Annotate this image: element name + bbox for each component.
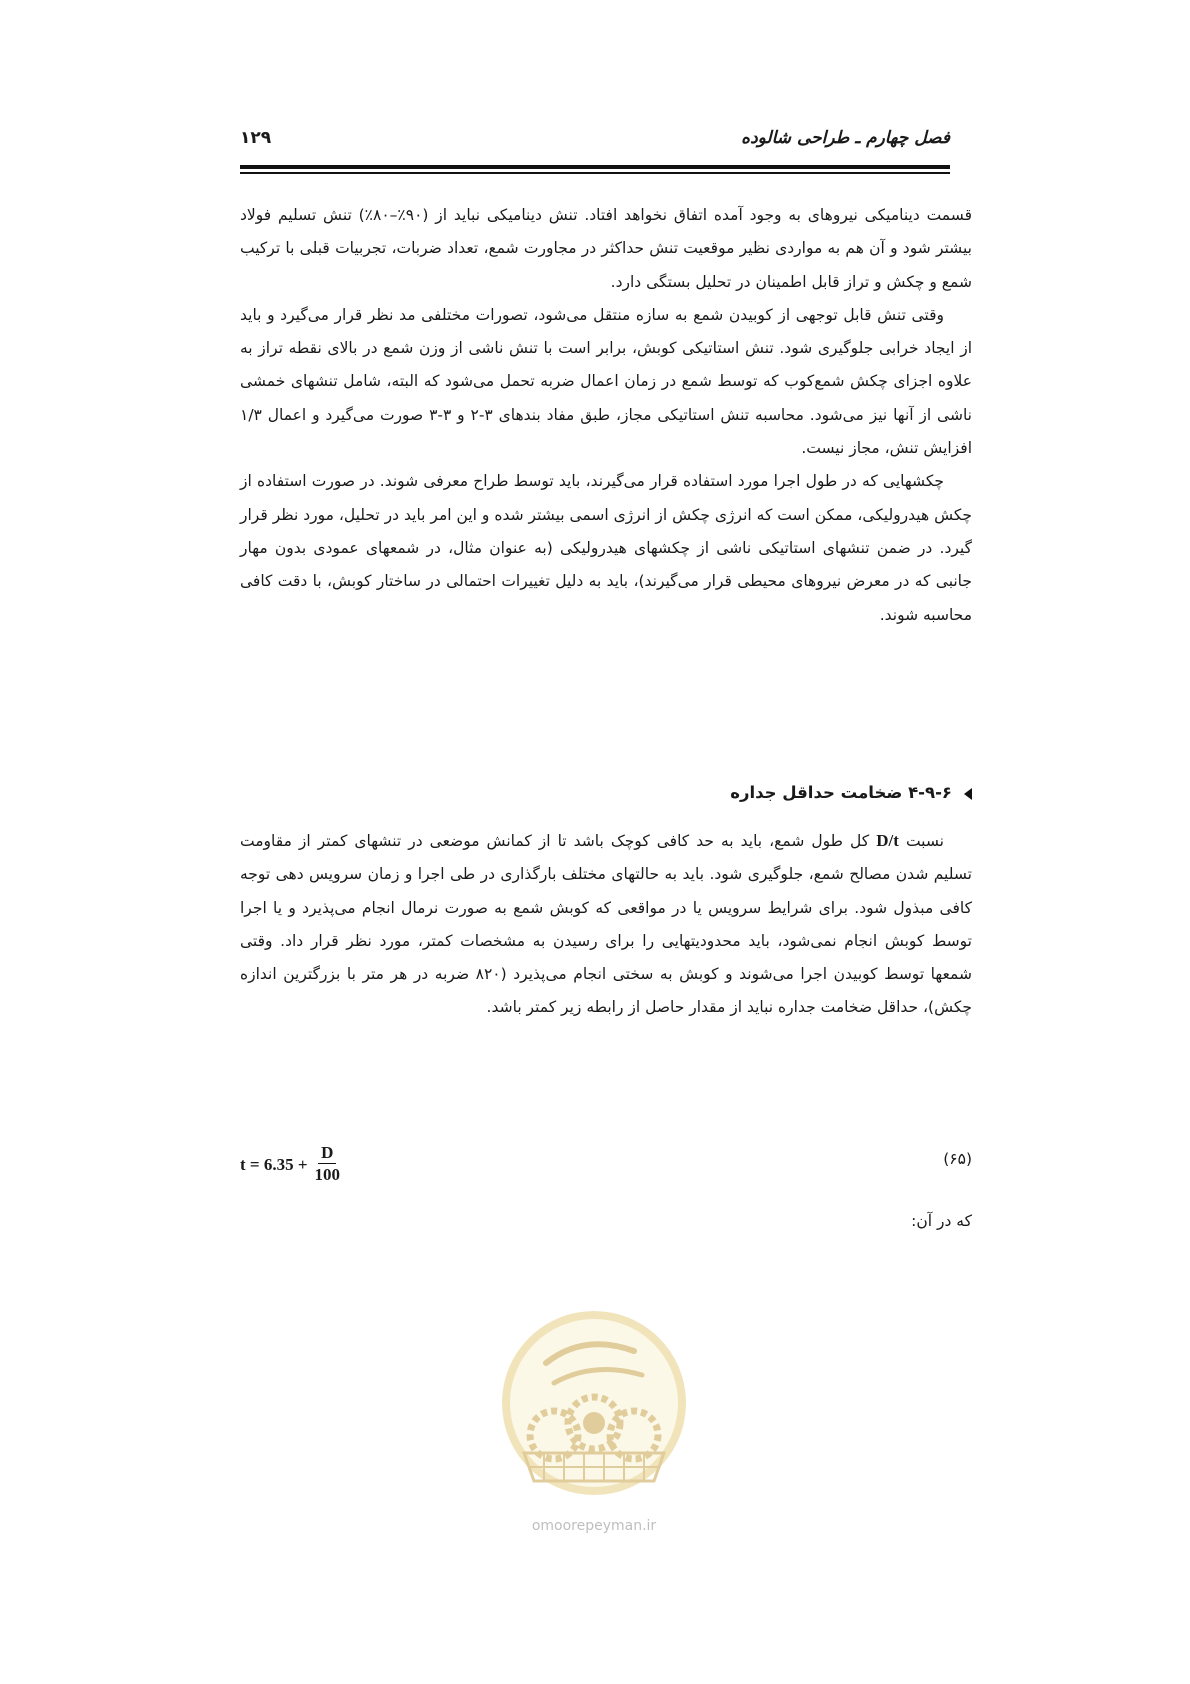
paragraph-3: چکشهایی که در طول اجرا مورد استفاده قرار می‌گیرند، باید توسط طراح معرفی شوند. در صورت استفاده از چکش هیدرولیکی، ممکن است که انرژی چکش از انرژی اسمی بیشتر شده و این امر باید در تحلیل، مورد نظر قرار گیرد. در ضمن تنشهای استاتیکی ناشی از چکشهای هیدرولیکی (به عنوان مثال، در شمعهای عمودی بدون مهار جانبی که در معرض نیروهای محیطی قرار می‌گیرند)، باید به دلیل تغییرات احتمالی در ساختار کوبش، با دقت کافی محاسبه شوند.	[240, 472, 972, 624]
section-paragraph-rest: کل طول شمع، باید به حد کافی کوچک باشد تا از کمانش موضعی در تنشهای کمتر از مقاومت تسلیم شدن مصالح شمع، جلوگیری شود. باید به حالتهای مختلف بارگذاری در طی اجرا و زمان سرویس دهی توجه کافی مبذول شود. برای شرایط سرویس یا در مواقعی که کوبش شمع به صورت نرمال انجام می‌پذیرد و یا اجرا توسط کوبش انجام نمی‌شود، باید محدودیتهایی را برای رسیدن به مشخصات کمتر، مورد نظر قرار داد. وقتی شمعها توسط کوبیدن اجرا می‌شوند و کوبش به سختی انجام می‌پذیرد (۸۲۰ ضربه در هر متر با بزرگترین اندازه چکش)، حداقل ضخامت جداره نباید از مقدار حاصل از رابطه زیر کمتر باشد.	[240, 832, 972, 1017]
equation-number: (۶۵)	[943, 1150, 972, 1168]
formula	[240, 1143, 343, 1186]
publisher-seal-watermark	[494, 1303, 694, 1543]
header-rule-thin	[240, 172, 950, 174]
formula-lhs: t = 6.35 +	[240, 1154, 308, 1174]
ratio-symbol: D/t	[876, 831, 899, 850]
where-clause: که در آن:	[911, 1212, 972, 1230]
page-number: ۱۲۹	[240, 128, 272, 148]
chapter-title: فصل چهارم ـ طراحی شالوده	[741, 128, 950, 148]
fraction-denominator: 100	[314, 1165, 341, 1184]
section-paragraph	[240, 824, 972, 1025]
body-paragraphs	[240, 199, 972, 632]
seal-emblem-icon	[502, 1311, 686, 1495]
triangle-bullet-icon	[964, 788, 972, 800]
section-paragraph-prefix: نسبت	[905, 832, 944, 850]
running-header	[240, 128, 950, 156]
paragraph-2: وقتی تنش قابل توجهی از کوبیدن شمع به سازه منتقل می‌شود، تصورات مختلفی مد نظر قرار می‌گیرد و باید از ایجاد خرابی جلوگیری شود. تنش استاتیکی کوبش، برابر است با تنش ناشی از وزن شمع در بالای نقطه تراز به علاوه اجزای چکش شمع‌کوب که توسط شمع در زمان اعمال ضربه تحمل می‌شود که البته، شامل تنشهای خمشی ناشی از آنها نیز می‌شود. محاسبه تنش استاتیکی مجاز، طبق مفاد بندهای ۳-۲ و ۳-۳ صورت می‌گیرد و اعمال ۱/۳ افزایش تنش، مجاز نیست.	[240, 305, 972, 458]
header-rule-thick	[240, 165, 950, 169]
section-heading	[240, 783, 972, 802]
fraction-numerator: D	[318, 1143, 336, 1164]
formula-fraction	[312, 1143, 344, 1186]
section-heading-text: ۴-۹-۶ ضخامت حداقل جداره	[730, 783, 952, 802]
section-body	[240, 824, 972, 1025]
watermark-url: omoorepeyman.ir	[531, 1518, 657, 1534]
paragraph-1: قسمت دینامیکی نیروهای به وجود آمده اتفاق نخواهد افتاد. تنش دینامیکی نباید از (۹۰٪–۸۰٪) تنش تسلیم فولاد بیشتر شود و آن هم به مواردی نظیر موقعیت تنش حداکثر در مجاورت شمع، تعداد ضربات، تجربیات قبلی با ترکیب شمع و چکش و تراز قابل اطمینان در تحلیل بستگی دارد.	[240, 206, 972, 291]
